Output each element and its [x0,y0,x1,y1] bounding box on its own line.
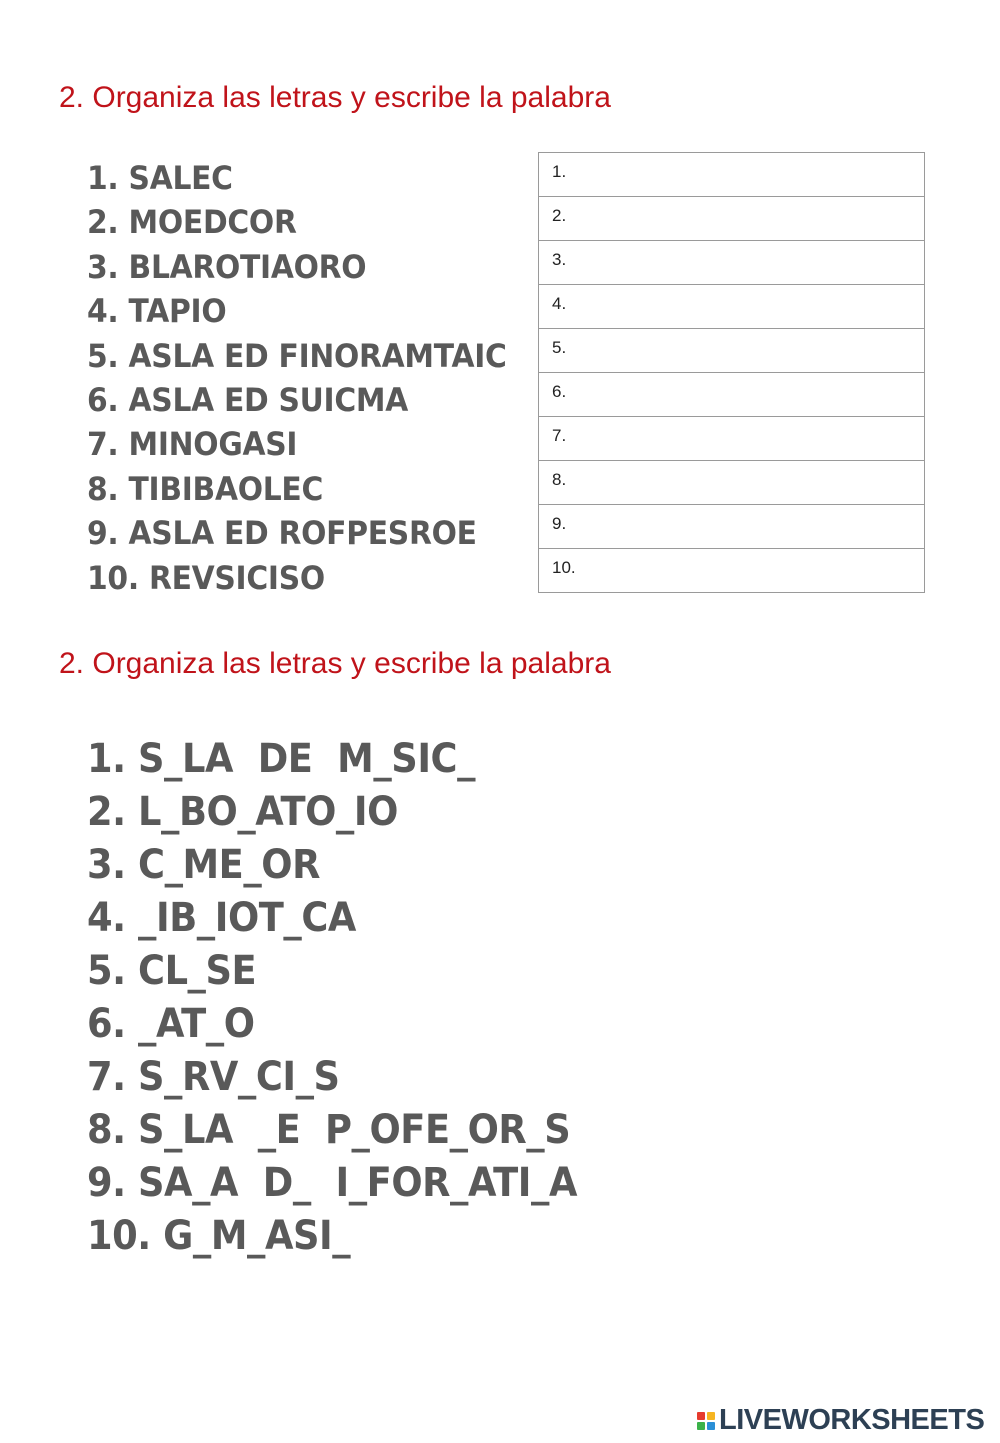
fill-word-5: 5. CL_SE [87,948,257,994]
answer-label: 7. [552,425,567,445]
scrambled-word-4: 4. TAPIO [87,292,227,331]
logo-square-green [697,1422,705,1430]
fill-word-4: 4. _IB_IOT_CA [87,895,356,941]
answer-box-4[interactable] [539,285,925,329]
fill-word-9: 9. SA_A D_ I_FOR_ATI_A [87,1160,577,1206]
answer-box-7[interactable] [539,417,925,461]
answer-label: 9. [552,513,567,533]
answer-box-5[interactable] [539,329,925,373]
scrambled-word-3: 3. BLAROTIAORO [87,247,367,286]
scrambled-word-9: 9. ASLA ED ROFPESROE [87,514,477,553]
answer-box-6[interactable] [539,373,925,417]
answer-label: 8. [552,469,567,489]
scrambled-word-10: 10. REVSICISO [87,558,325,597]
liveworksheets-logo-icon [697,1412,715,1430]
answer-box-1[interactable] [539,153,925,197]
fill-word-2: 2. L_BO_ATO_IO [87,789,398,835]
answer-label: 1. [552,161,567,181]
fill-word-10: 10. G_M_ASI_ [87,1213,351,1259]
section1-heading: 2. Organiza las letras y escribe la palabra [59,81,611,114]
answer-label: 5. [552,337,567,357]
scrambled-word-list [87,156,538,600]
answer-label: 10. [552,557,576,577]
brand-name: LIVEWORKSHEETS [719,1404,985,1436]
logo-square-red [697,1412,705,1420]
liveworksheets-brand [697,1404,984,1437]
logo-square-yellow [707,1412,715,1420]
fill-word-7: 7. S_RV_CI_S [87,1054,340,1100]
fill-in-word-list [87,733,620,1263]
section2-heading: 2. Organiza las letras y escribe la palabra [59,647,611,680]
answer-label: 2. [552,205,567,225]
answer-box-2[interactable] [539,197,925,241]
answer-box-10[interactable] [539,549,925,593]
scrambled-word-2: 2. MOEDCOR [87,203,297,242]
logo-square-blue [707,1422,715,1430]
answer-label: 6. [552,381,567,401]
fill-word-8: 8. S_LA _E P_OFE_OR_S [87,1107,571,1153]
answer-box-8[interactable] [539,461,925,505]
scrambled-word-7: 7. MINOGASI [87,425,298,464]
scrambled-word-6: 6. ASLA ED SUICMA [87,380,409,419]
scrambled-word-8: 8. TIBIBAOLEC [87,469,324,508]
answer-table [538,152,925,593]
scrambled-word-1: 1. SALEC [87,159,233,197]
fill-word-1: 1. S_LA DE M_SIC_ [87,736,476,782]
answer-box-9[interactable] [539,505,925,549]
fill-word-6: 6. _AT_O [87,1001,255,1047]
answer-label: 4. [552,293,567,313]
scrambled-word-5: 5. ASLA ED FINORAMTAIC [87,336,507,375]
answer-label: 3. [552,249,567,269]
answer-box-3[interactable] [539,241,925,285]
fill-word-3: 3. C_ME_OR [87,842,320,888]
